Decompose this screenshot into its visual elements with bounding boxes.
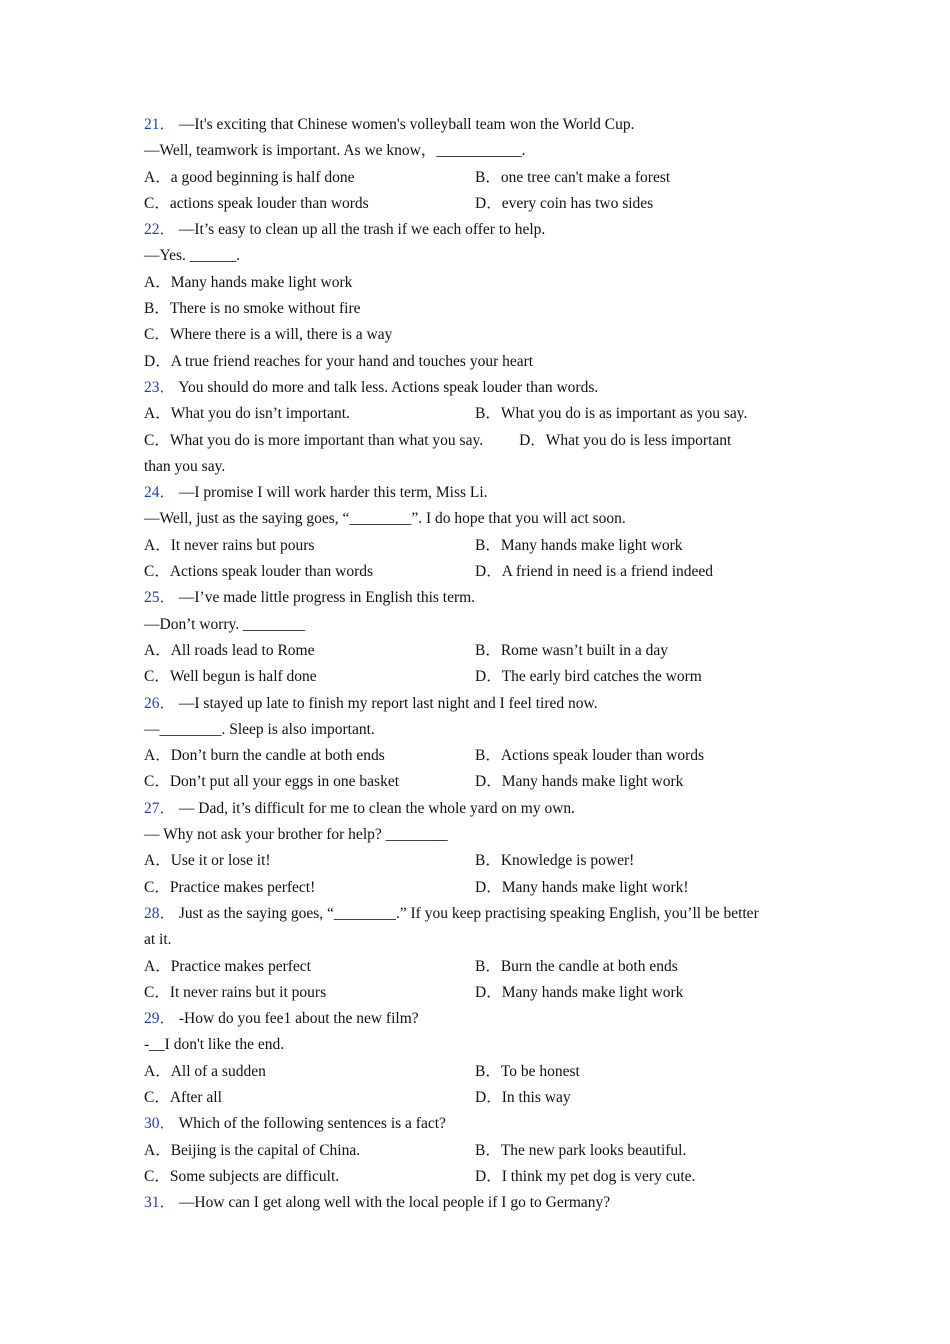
question-23 <box>144 375 814 401</box>
option-b[interactable]: B．To be honest <box>475 1062 580 1080</box>
question-29 <box>144 1006 814 1032</box>
option-a[interactable]: A．Practice makes perfect <box>144 957 311 975</box>
question-number: 27． <box>144 799 176 817</box>
option-b[interactable]: B．one tree can't make a forest <box>475 168 671 186</box>
question-number: 22． <box>144 221 176 239</box>
option-a[interactable]: A．All of a sudden <box>144 1062 266 1080</box>
question-31 <box>144 1190 814 1216</box>
question-stem: You should do more and talk less. Actions speak louder than words. <box>178 378 599 396</box>
question-stem: —It's exciting that Chinese women's volleyball team won the World Cup. <box>178 116 635 133</box>
answer-line: —Yes. ______. <box>144 247 241 265</box>
answer-line: — Why not ask your brother for help? ________ <box>144 826 448 844</box>
question-stem: —I stayed up late to finish my report last night and I feel tired now. <box>178 694 598 712</box>
question-stem: -How do you fee1 about the new film? <box>178 1010 419 1028</box>
question-stem: —I’ve made little progress in English this term. <box>178 589 476 607</box>
question-stem: — Dad, it’s difficult for me to clean the whole yard on my own. <box>178 799 576 817</box>
question-number: 28． <box>144 904 176 922</box>
option-d[interactable]: D．A true friend reaches for your hand and touches your heart <box>144 352 534 370</box>
option-c[interactable]: C．actions speak louder than words <box>144 194 369 212</box>
option-d[interactable]: D．Many hands make light work! <box>475 878 689 896</box>
option-d[interactable]: D．A friend in need is a friend indeed <box>475 563 714 581</box>
question-22 <box>144 217 814 243</box>
answer-line: —Well, teamwork is important. As we know，___________. <box>144 142 526 160</box>
option-b[interactable]: B．What you do is as important as you say. <box>475 405 748 423</box>
question-21 <box>144 112 814 138</box>
answer-line: —________. Sleep is also important. <box>144 720 375 738</box>
question-28 <box>144 901 814 927</box>
question-number: 29． <box>144 1010 176 1028</box>
question-number: 23． <box>144 378 176 396</box>
question-stem: Which of the following sentences is a fact? <box>178 1115 446 1133</box>
question-number: 21． <box>144 116 176 133</box>
option-c[interactable]: C．Actions speak louder than words <box>144 563 374 581</box>
option-b[interactable]: B．Many hands make light work <box>475 536 683 554</box>
question-30 <box>144 1111 814 1137</box>
option-a[interactable]: A．Many hands make light work <box>144 273 353 291</box>
option-a[interactable]: A．All roads lead to Rome <box>144 641 315 659</box>
question-stem: —How can I get along well with the local people if I go to Germany? <box>178 1194 611 1212</box>
option-row-cd <box>144 428 814 454</box>
option-c[interactable]: C．It never rains but it pours <box>144 983 327 1001</box>
option-c[interactable]: C．What you do is more important than what you say. <box>144 431 484 449</box>
question-24 <box>144 480 814 506</box>
option-b[interactable]: B．Rome wasn’t built in a day <box>475 641 669 659</box>
option-c[interactable]: C．Practice makes perfect! <box>144 878 316 896</box>
option-c[interactable]: C．Some subjects are difficult. <box>144 1167 340 1185</box>
question-stem: —It’s easy to clean up all the trash if we each offer to help. <box>178 221 546 239</box>
question-number: 24． <box>144 484 176 502</box>
option-b[interactable]: B．Knowledge is power! <box>475 852 635 870</box>
question-stem-continued: at it. <box>144 931 172 949</box>
question-number: 31． <box>144 1194 176 1212</box>
option-d[interactable]: D．The early bird catches the worm <box>475 668 702 686</box>
answer-line: —Well, just as the saying goes, “________”. I do hope that you will act soon. <box>144 510 626 528</box>
question-25 <box>144 585 814 611</box>
option-a[interactable]: A．Beijing is the capital of China. <box>144 1141 361 1159</box>
option-c[interactable]: C．Well begun is half done <box>144 668 317 686</box>
answer-line: -__I don't like the end. <box>144 1036 285 1054</box>
question-26 <box>144 691 814 717</box>
question-stem: —I promise I will work harder this term, Miss Li. <box>178 484 488 502</box>
option-d[interactable]: D．every coin has two sides <box>475 194 654 212</box>
question-list <box>144 112 814 1216</box>
option-a[interactable]: A．Use it or lose it! <box>144 852 271 870</box>
option-b[interactable]: B．Actions speak louder than words <box>475 747 705 765</box>
answer-line: —Don’t worry. ________ <box>144 615 306 633</box>
option-d[interactable]: D．What you do is less important <box>519 431 732 449</box>
option-d[interactable]: D．In this way <box>475 1088 571 1106</box>
option-d[interactable]: D．Many hands make light work <box>475 983 684 1001</box>
option-c[interactable]: C．After all <box>144 1088 222 1106</box>
question-number: 26． <box>144 694 176 712</box>
option-c[interactable]: C．Where there is a will, there is a way <box>144 326 393 344</box>
option-b[interactable]: B．Burn the candle at both ends <box>475 957 678 975</box>
option-d[interactable]: D．Many hands make light work <box>475 773 684 791</box>
question-stem: Just as the saying goes, “________.” If you keep practising speaking English, you’ll be better <box>178 904 759 922</box>
option-d[interactable]: D．I think my pet dog is very cute. <box>475 1167 696 1185</box>
option-c[interactable]: C．Don’t put all your eggs in one basket <box>144 773 400 791</box>
option-d-continued: than you say. <box>144 457 226 475</box>
option-a[interactable]: A．It never rains but pours <box>144 536 315 554</box>
option-b[interactable]: B．The new park looks beautiful. <box>475 1141 687 1159</box>
question-27 <box>144 796 814 822</box>
option-b[interactable]: B．There is no smoke without fire <box>144 300 361 318</box>
option-a[interactable]: A．Don’t burn the candle at both ends <box>144 747 385 765</box>
option-a[interactable]: A．a good beginning is half done <box>144 168 355 186</box>
question-number: 30． <box>144 1115 176 1133</box>
option-a[interactable]: A．What you do isn’t important. <box>144 405 350 423</box>
question-number: 25． <box>144 589 176 607</box>
